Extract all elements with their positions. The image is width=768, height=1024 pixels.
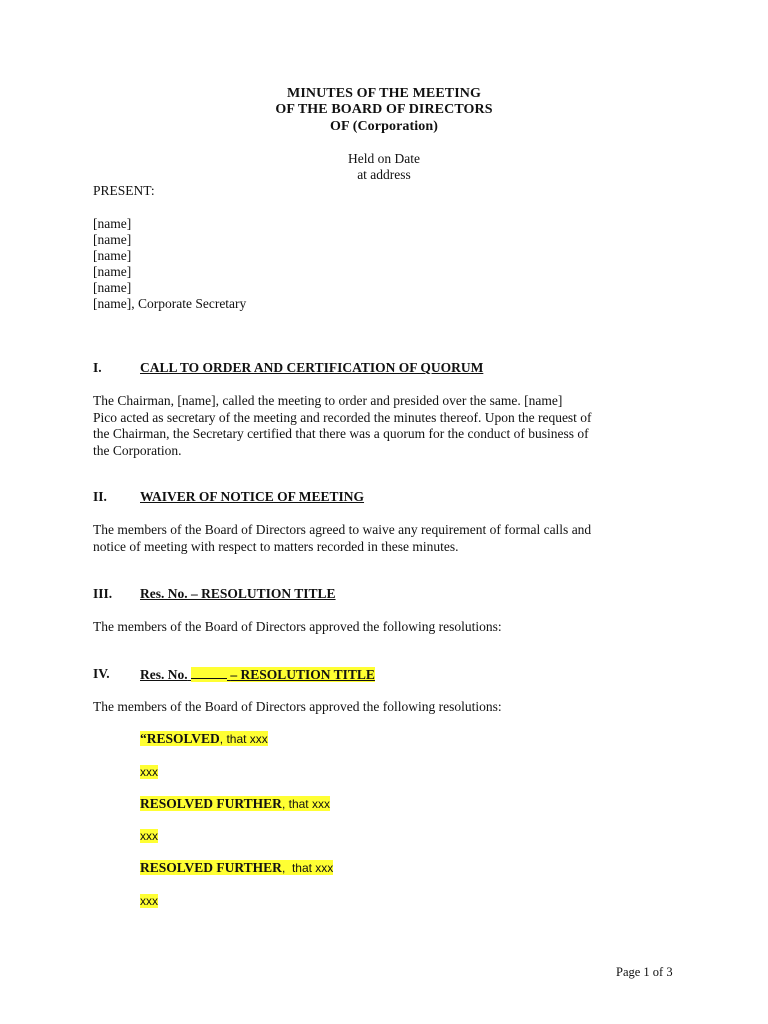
resolution-1-detail: xxx [140,765,158,779]
section-1-line-2: Pico acted as secretary of the meeting and recorded the minutes thereof. Upon the request of [93,409,592,425]
present-name-1: [name] [93,216,132,231]
section-1-line-3: the Chairman, the Secretary certified that there was a quorum for the conduct of business of [93,426,589,441]
present-name-2: [name] [93,232,132,247]
present-name-5: [name] [93,280,132,295]
section-4-body: The members of the Board of Directors approved the following resolutions: [93,699,502,714]
title-line-2: OF THE BOARD OF DIRECTORS [275,102,493,117]
present-name-3: [name] [93,248,132,263]
page-number: Page 1 of 3 [616,965,673,979]
resolution-number-blank [191,667,227,682]
present-name-4: [name] [93,264,132,279]
resolution-1: “RESOLVED, that xxx [140,731,268,746]
section-1-numeral: I. [93,360,102,375]
meeting-address: at address [357,167,411,182]
section-4-numeral: IV. [93,666,110,681]
section-2-title: WAIVER OF NOTICE OF MEETING [140,489,365,504]
section-2-line-1: The members of the Board of Directors agreed to waive any requirement of formal calls and [93,522,592,537]
present-secretary: [name], Corporate Secretary [93,296,247,311]
section-4-title-suffix: – RESOLUTION TITLE [227,667,375,682]
resolution-3: RESOLVED FURTHER, that xxx [140,860,334,875]
resolution-2: RESOLVED FURTHER, that xxx [140,796,330,811]
section-1-title: CALL TO ORDER AND CERTIFICATION OF QUORUM [140,360,484,375]
section-2-line-2: notice of meeting with respect to matters recorded in these minutes. [93,538,459,554]
section-4-title-prefix: Res. No. [140,667,188,682]
section-3-body: The members of the Board of Directors approved the following resolutions: [93,619,502,634]
section-2-numeral: II. [93,489,107,504]
section-3-numeral: III. [93,586,113,601]
section-4-title [140,666,375,683]
title-line-1: MINUTES OF THE MEETING [287,86,481,101]
resolution-2-detail: xxx [140,829,158,843]
section-2-body [93,522,683,555]
section-1-line-4: the Corporation. [93,442,182,458]
present-label: PRESENT: [93,183,155,198]
section-3-title: Res. No. – RESOLUTION TITLE [140,586,336,601]
section-1-body [93,393,683,459]
title-line-3: OF (Corporation) [329,119,438,134]
section-1-line-1: The Chairman, [name], called the meeting to order and presided over the same. [name] [93,393,563,408]
held-on-date: Held on Date [348,151,420,166]
resolution-3-detail: xxx [140,894,158,908]
